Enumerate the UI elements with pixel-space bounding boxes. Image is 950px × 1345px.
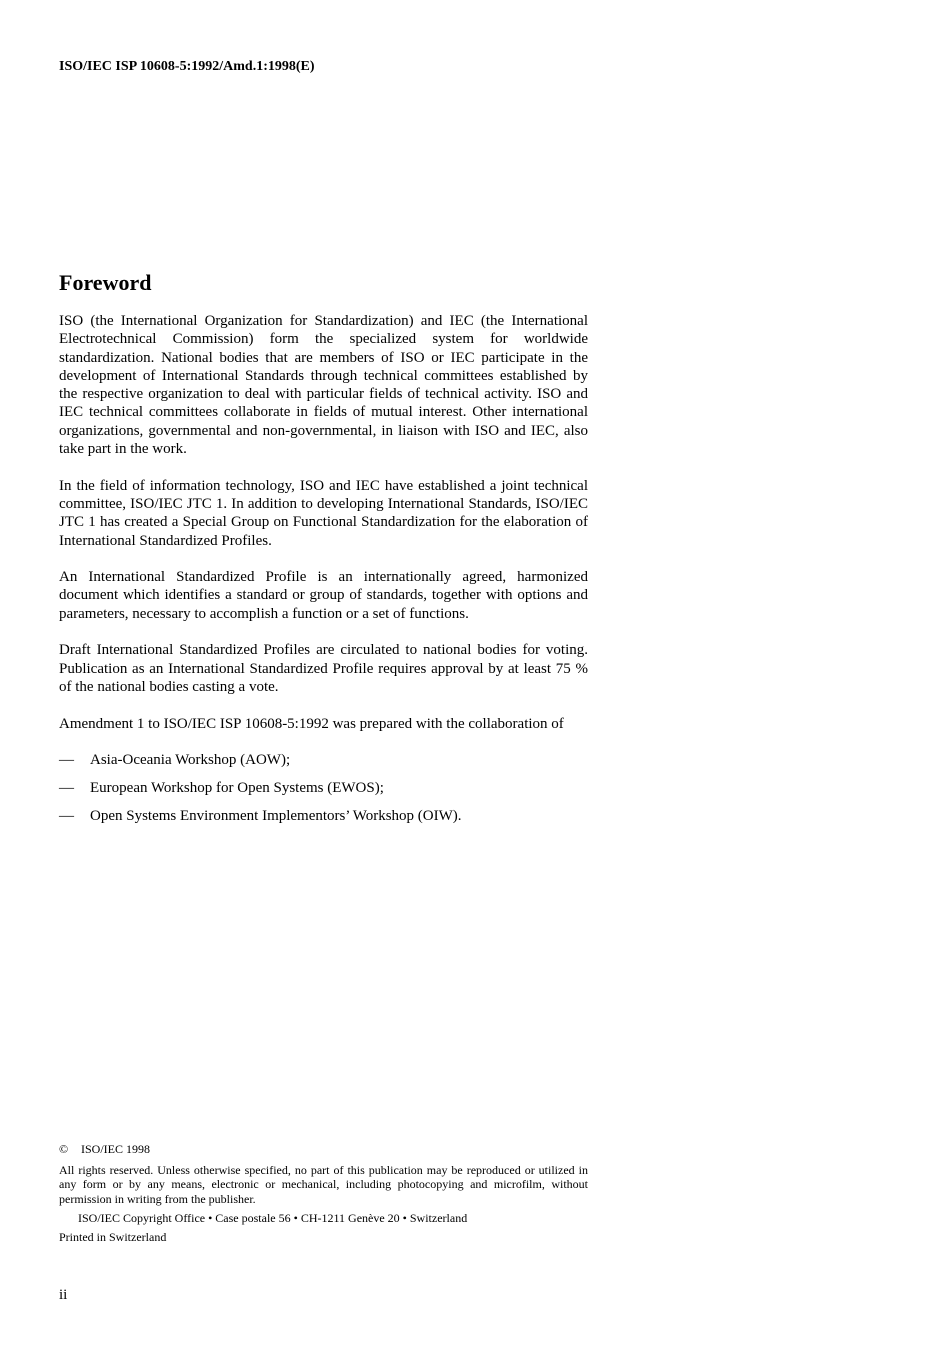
list-item bbox=[59, 751, 588, 769]
page-number: ii bbox=[59, 1287, 68, 1303]
list-item-text: Open Systems Environment Implementors’ Workshop (OIW). bbox=[90, 807, 462, 824]
copyright-office: ISO/IEC Copyright Office • Case postale 56 • CH-1211 Genève 20 • Switzerland bbox=[78, 1211, 468, 1226]
running-header: ISO/IEC ISP 10608-5:1992/Amd.1:1998(E) bbox=[59, 59, 315, 74]
copyright-line bbox=[59, 1142, 588, 1157]
paragraph-jtc1: In the field of information technology, ISO and IEC have established a joint technical committee, ISO/IEC JTC 1. In addition to developing International Standards, ISO/IEC JTC 1 has created a Special Group on Functional Standardization for the elaboration of International Standardized Profiles. bbox=[59, 477, 588, 549]
list-dash: — bbox=[59, 807, 74, 824]
paragraph-isp-definition: An International Standardized Profile is an internationally agreed, harmonized document which identifies a standard or group of standards, together with options and parameters, necessary to accomplish a function or a set of functions. bbox=[59, 569, 588, 622]
foreword-body bbox=[59, 312, 588, 835]
list-item-text: Asia-Oceania Workshop (AOW); bbox=[90, 752, 291, 769]
list-item bbox=[59, 807, 588, 825]
paragraph-amendment: Amendment 1 to ISO/IEC ISP 10608-5:1992 was prepared with the collaboration of bbox=[59, 715, 564, 732]
list-dash: — bbox=[59, 780, 74, 797]
list-dash: — bbox=[59, 752, 74, 769]
list-item bbox=[59, 779, 588, 797]
paragraph-voting: Draft International Standardized Profiles are circulated to national bodies for voting. Publication as an International Standardized Profile requires approval by at least 75 % of the national bodies casting a vote. bbox=[59, 642, 588, 695]
copyright-text: ISO/IEC 1998 bbox=[81, 1142, 150, 1156]
page-title: Foreword bbox=[59, 270, 152, 295]
printed-in: Printed in Switzerland bbox=[59, 1229, 167, 1244]
list-item-text: European Workshop for Open Systems (EWOS); bbox=[90, 780, 384, 797]
copyright-footer bbox=[59, 1142, 588, 1245]
copyright-symbol: © bbox=[59, 1142, 69, 1156]
rights-notice: All rights reserved. Unless otherwise specified, no part of this publication may be reproduced or utilized in any form or by any means, electronic or mechanical, including photocopying and microfilm, without permission in writing from the publisher. bbox=[59, 1162, 588, 1206]
paragraph-iso-iec: ISO (the International Organization for Standardization) and IEC (the International Electrotechnical Commission) form the specialized system for worldwide standardization. National bodies that are members of ISO or IEC participate in the development of International Standards through technical committees established by the respective organization to deal with particular fields of technical activity. ISO and IEC technical committees collaborate in fields of mutual interest. Other international organizations, governmental and non-governmental, in liaison with ISO and IEC, also take part in the work. bbox=[59, 313, 588, 458]
workshop-list bbox=[59, 751, 588, 825]
